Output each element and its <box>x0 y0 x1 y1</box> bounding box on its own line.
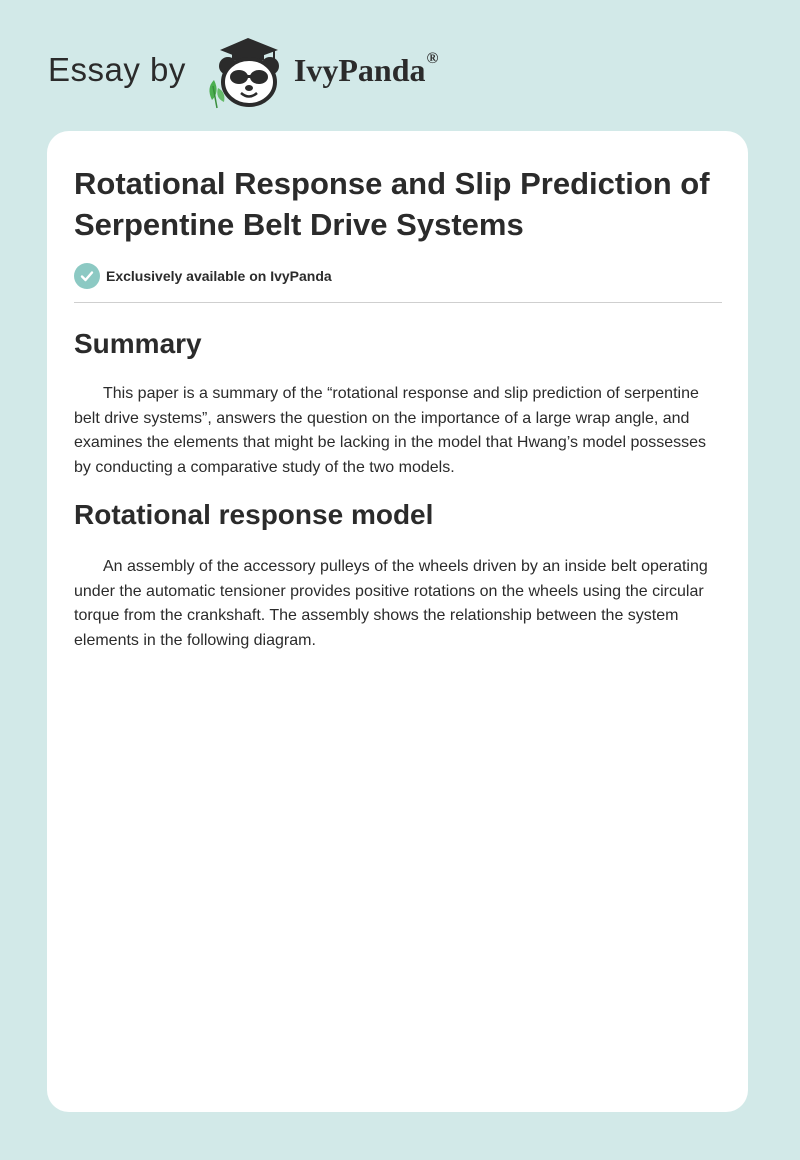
badge-text: Exclusively available on IvyPanda <box>106 268 332 284</box>
brand-name[interactable]: IvyPanda® <box>293 49 439 88</box>
document-title: Rotational Response and Slip Prediction of Serpentine Belt Drive Systems <box>74 166 710 242</box>
checkmark-icon <box>74 263 100 289</box>
section-heading-rotational-response-model: Rotational response model <box>74 499 434 530</box>
essay-by-label: Essay by <box>48 51 186 88</box>
section-heading-summary: Summary <box>74 328 202 359</box>
section-body-rotational-response-model: An assembly of the accessory pulleys of the wheels driven by an inside belt operating under the automatic tensioner provides positive rotations on the wheels using the circular torque from the crankshaft. The assembly shows the relationship between the system elements in the following diagram. <box>74 558 708 649</box>
exclusive-badge <box>74 263 722 303</box>
site-header <box>48 30 438 110</box>
registered-mark: ® <box>426 49 439 67</box>
section-body-summary: This paper is a summary of the “rotational response and slip prediction of serpentine belt drive systems”, answers the question on the importance of a large wrap angle, and examines the elements that might be lacking in the model that Hwang’s model possesses by conducting a comparative study of the two models. <box>74 385 707 476</box>
document-card <box>47 131 748 1112</box>
panda-graduate-icon[interactable] <box>200 30 292 110</box>
